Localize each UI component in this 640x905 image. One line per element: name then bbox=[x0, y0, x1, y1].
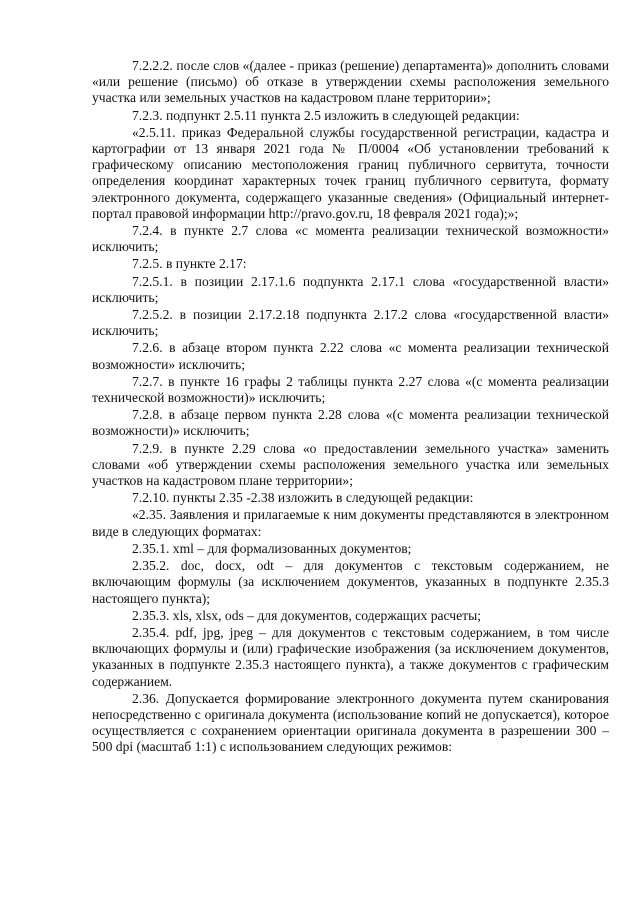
paragraph-7-2-3: 7.2.3. подпункт 2.5.11 пункта 2.5 изложить в следующей редакции: bbox=[132, 107, 520, 123]
paragraph-2-5-11: «2.5.11. приказ Федеральной службы государственной регистрации, кадастра и картографии от 13 января 2021 года № П/0004 «Об установлении требований к графическому описанию местоположения границ публичного сервитута, точности определения координат характерных точек границ публичного сервитута, формату электронного документа, содержащего указанные сведения» (Официальный интернет-портал правовой информации http://pravo.gov.ru, 18 февраля 2021 года);»; bbox=[92, 124, 609, 221]
paragraph-7-2-5-2: 7.2.5.2. в позиции 2.17.2.18 подпункта 2.17.2 слова «государственной власти» исключить; bbox=[92, 307, 609, 339]
document-page bbox=[92, 58, 609, 757]
paragraph-7-2-2-2: 7.2.2.2. после слов «(далее - приказ (решение) департамента)» дополнить словами «или решение (письмо) об отказе в утверждении схемы расположения земельного участка или земельных участков на кадастровом плане территории»; bbox=[92, 58, 609, 106]
paragraph-2-35-2: 2.35.2. doc, docx, odt – для документов с текстовым содержанием, не включающим формулы (за исключением документов, указанных в подпункте 2.35.3 настоящего пункта); bbox=[92, 558, 609, 606]
paragraph-7-2-5: 7.2.5. в пункте 2.17: bbox=[132, 256, 247, 272]
paragraph-7-2-9: 7.2.9. в пункте 2.29 слова «о предоставлении земельного участка» заменить словами «об утверждении схемы расположения земельного участка или земельных участков на кадастровом плане территории»; bbox=[92, 440, 609, 489]
paragraph-7-2-10: 7.2.10. пункты 2.35 -2.38 изложить в следующей редакции: bbox=[132, 490, 474, 506]
paragraph-2-36: 2.36. Допускается формирование электронного документа путем сканирования непосредственно с оригинала документа (использование копий не допускается), которое осуществляется с сохранением ориентации оригинала документа в разрешении 300 – 500 dpi (масштаб 1:1) с использованием следующих режимов: bbox=[92, 690, 609, 755]
paragraph-7-2-4: 7.2.4. в пункте 2.7 слова «с момента реализации технической возможности» исключить; bbox=[92, 223, 609, 255]
paragraph-2-35-1: 2.35.1. xml – для формализованных документов; bbox=[132, 540, 412, 556]
paragraph-7-2-8: 7.2.8. в абзаце первом пункта 2.28 слова «(с момента реализации технической возможности)» исключить; bbox=[92, 407, 609, 439]
paragraph-7-2-5-1: 7.2.5.1. в позиции 2.17.1.6 подпункта 2.17.1 слова «государственной власти» исключить; bbox=[92, 273, 609, 305]
paragraph-7-2-6: 7.2.6. в абзаце втором пункта 2.22 слова «с момента реализации технической возможности» исключить; bbox=[92, 340, 609, 372]
paragraph-7-2-7: 7.2.7. в пункте 16 графы 2 таблицы пункта 2.27 слова «(с момента реализации технической возможности)» исключить; bbox=[92, 373, 609, 406]
paragraph-2-35-3: 2.35.3. xls, xlsx, ods – для документов, содержащих расчеты; bbox=[132, 607, 482, 623]
paragraph-2-35: «2.35. Заявления и прилагаемые к ним документы представляются в электронном виде в следующих форматах: bbox=[92, 507, 609, 539]
paragraph-2-35-4: 2.35.4. pdf, jpg, jpeg – для документов с текстовым содержанием, в том числе включающих формулы и (или) графические изображения (за исключением документов, указанных в подпункте 2.35.3 настоящего пункта), а также документов с графическим содержанием. bbox=[92, 624, 609, 689]
